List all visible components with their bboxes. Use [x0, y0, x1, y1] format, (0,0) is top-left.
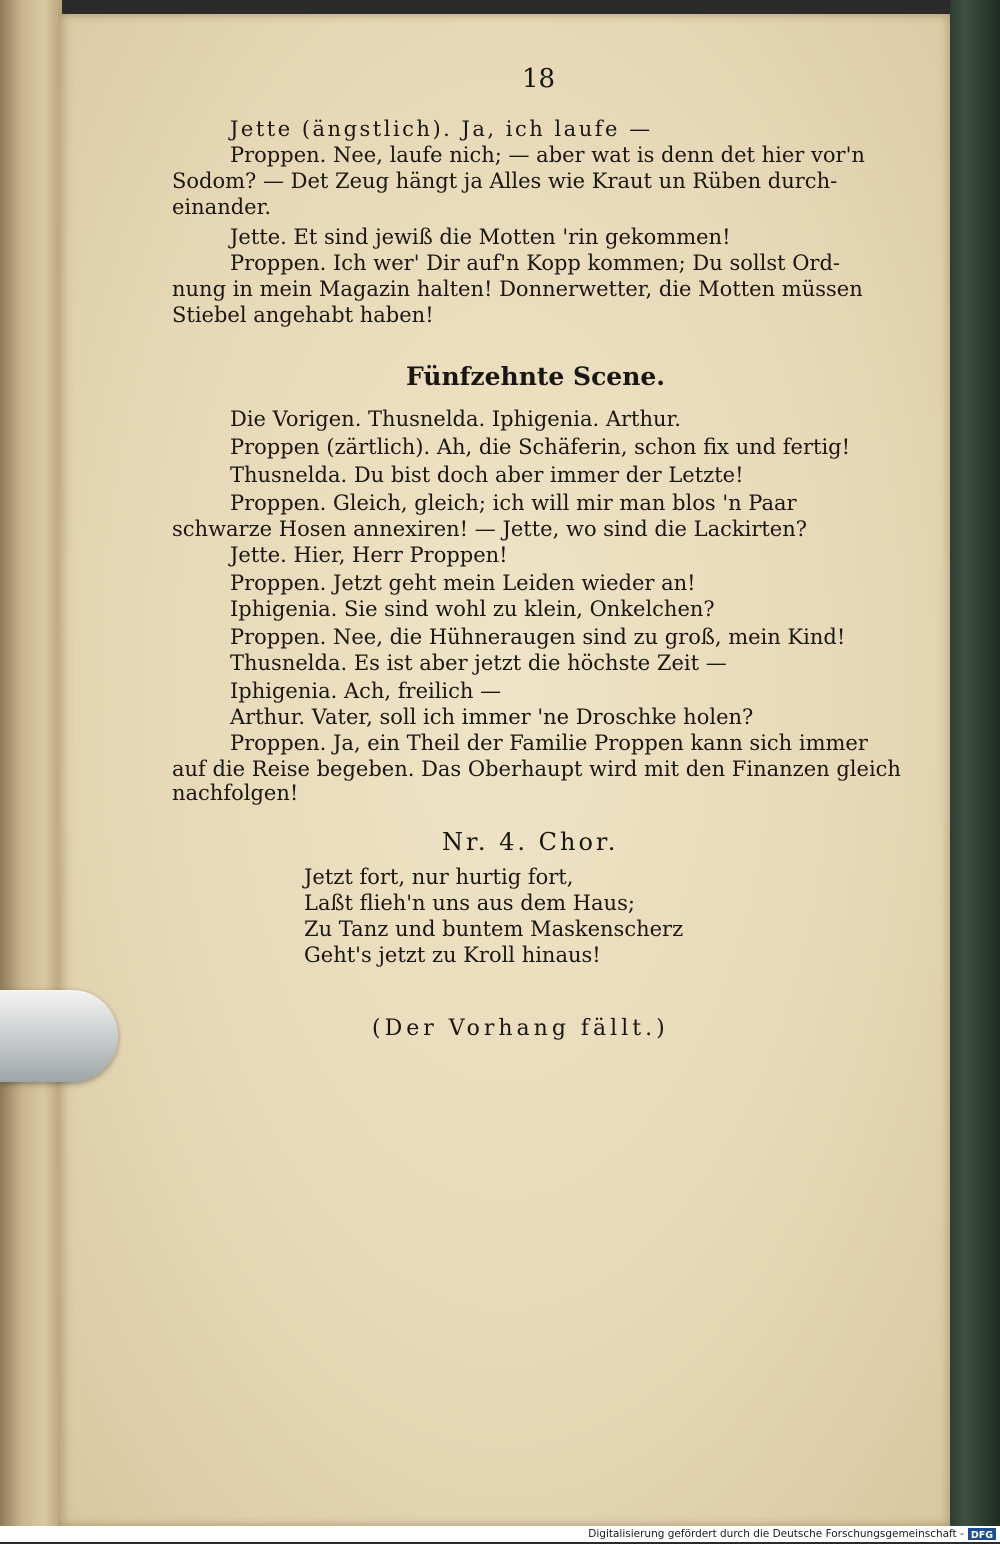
text-line: Thusnelda. Es ist aber jetzt die höchste Zeit —: [230, 651, 727, 675]
stage-direction: (Der Vorhang fällt.): [372, 1016, 669, 1041]
text-line: schwarze Hosen annexiren! — Jette, wo sind die Lackirten?: [172, 517, 808, 541]
verse-line: Jetzt fort, nur hurtig fort,: [304, 865, 574, 889]
book-edge: [950, 0, 1000, 1526]
page-number: 18: [522, 64, 556, 94]
text-line: Proppen. Gleich, gleich; ich will mir man blos 'n Paar: [230, 491, 797, 515]
footer-text: Digitalisierung gefördert durch die Deutsche Forschungsgemeinschaft -: [588, 1528, 964, 1540]
text-line: Proppen. Nee, die Hühneraugen sind zu groß, mein Kind!: [230, 625, 846, 649]
verse-line: Geht's jetzt zu Kroll hinaus!: [304, 943, 601, 967]
text-line: Die Vorigen. Thusnelda. Iphigenia. Arthur.: [230, 407, 681, 431]
text-line: nachfolgen!: [172, 781, 299, 805]
text-line: auf die Reise begeben. Das Oberhaupt wird mit den Finanzen gleich: [172, 757, 901, 781]
verse-line: Zu Tanz und buntem Maskenscherz: [304, 917, 684, 941]
footer: [0, 1526, 1000, 1542]
text-line: Iphigenia. Sie sind wohl zu klein, Onkelchen?: [230, 597, 715, 621]
text-line: Iphigenia. Ach, freilich —: [230, 679, 502, 703]
dfg-logo: DFG: [968, 1528, 996, 1540]
text-line: Arthur. Vater, soll ich immer 'ne Droschke holen?: [230, 705, 754, 729]
text-line: Jette (ängstlich). Ja, ich laufe —: [230, 117, 653, 141]
book-binding: [0, 0, 62, 1526]
text-line: Proppen. Nee, laufe nich; — aber wat is denn det hier vor'n: [230, 143, 865, 167]
text-line: Sodom? — Det Zeug hängt ja Alles wie Kraut un Rüben durch-: [172, 169, 838, 193]
text-line: Proppen (zärtlich). Ah, die Schäferin, schon fix und fertig!: [230, 435, 851, 459]
verse-line: Laßt flieh'n uns aus dem Haus;: [304, 891, 635, 915]
text-line: Proppen. Jetzt geht mein Leiden wieder an!: [230, 571, 696, 595]
text-line: Jette. Hier, Herr Proppen!: [230, 543, 508, 567]
text-line: Stiebel angehabt haben!: [172, 303, 434, 327]
text-line: nung in mein Magazin halten! Donnerwetter, die Motten müssen: [172, 277, 863, 301]
text-line: Thusnelda. Du bist doch aber immer der Letzte!: [230, 463, 744, 487]
scene-heading: Fünfzehnte Scene.: [406, 362, 665, 391]
page-clip: [0, 990, 118, 1082]
text-line: Jette. Et sind jewiß die Motten 'rin gekommen!: [230, 225, 731, 249]
chor-heading: Nr. 4. Chor.: [442, 828, 619, 856]
text-line: Proppen. Ja, ein Theil der Familie Proppen kann sich immer: [230, 731, 868, 755]
text-line: Proppen. Ich wer' Dir auf'n Kopp kommen; Du sollst Ord-: [230, 251, 841, 275]
text-line: einander.: [172, 195, 271, 219]
